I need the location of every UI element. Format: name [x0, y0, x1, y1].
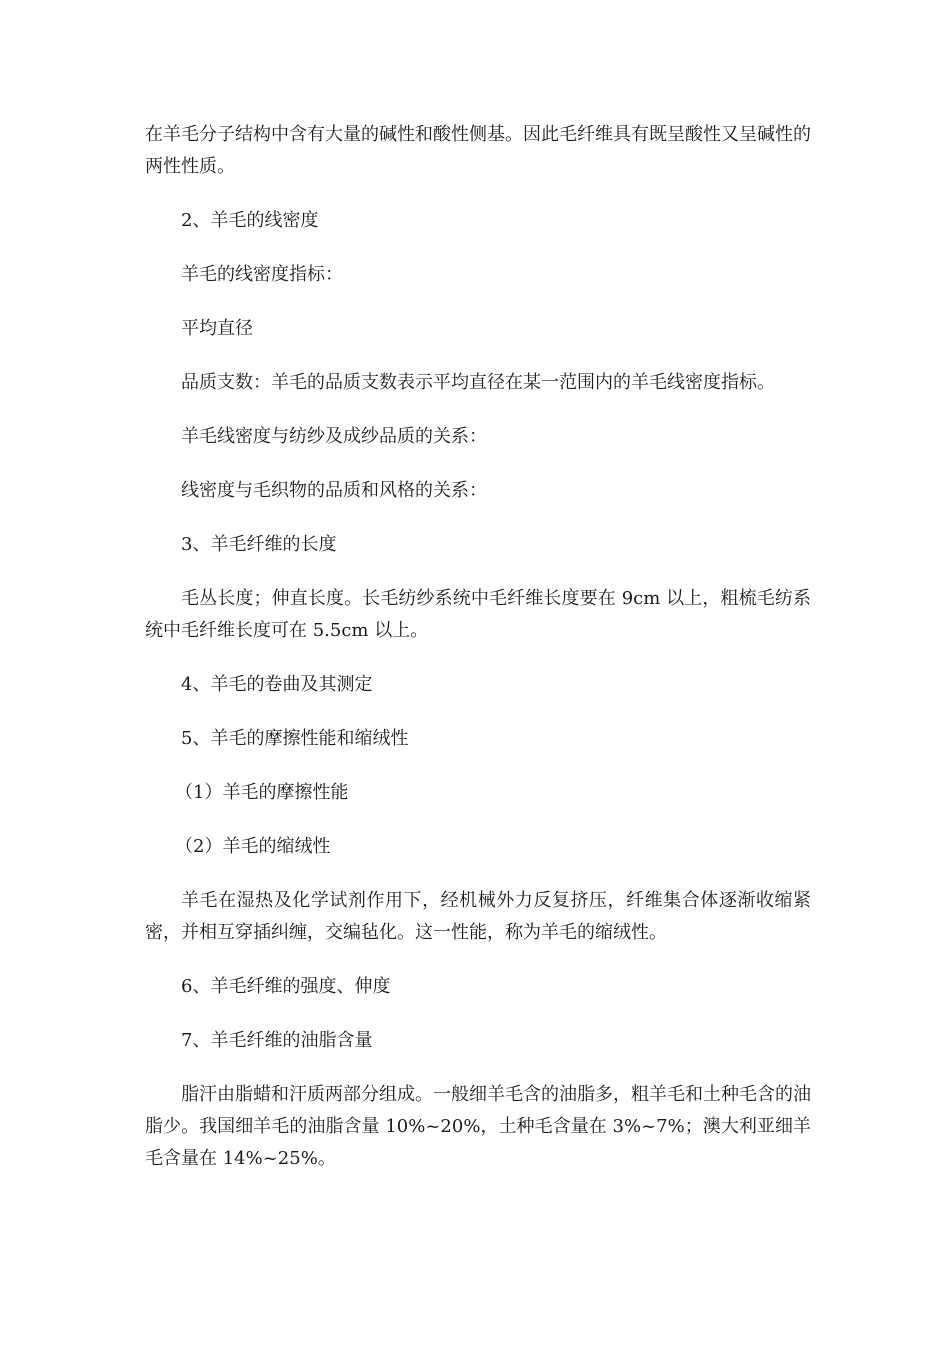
paragraph-felting-definition: 羊毛在湿热及化学试剂作用下，经机械外力反复挤压，纤维集合体逐渐收缩紧密，并相互穿插纠缠，交编毡化。这一性能，称为羊毛的缩绒性。 [145, 890, 811, 943]
heading-strength-elongation: 6、羊毛纤维的强度、伸度 [181, 976, 391, 997]
paragraph-quality-count: 品质支数：羊毛的品质支数表示平均直径在某一范围内的羊毛线密度指标。 [181, 372, 775, 393]
paragraph-average-diameter: 平均直径 [181, 318, 253, 339]
heading-grease-content: 7、羊毛纤维的油脂含量 [181, 1030, 373, 1051]
heading-linear-density: 2、羊毛的线密度 [181, 210, 319, 231]
paragraph-fiber-length: 毛丛长度；伸直长度。长毛纺纱系统中毛纤维长度要在 9cm 以上，粗梳毛纺系统中毛纤维长度可在 5.5cm 以上。 [145, 588, 811, 641]
paragraph-linear-density-index: 羊毛的线密度指标： [181, 264, 343, 285]
paragraph-spinning-relation: 羊毛线密度与纺纱及成纱品质的关系： [181, 426, 487, 447]
paragraph-amphoteric-property: 在羊毛分子结构中含有大量的碱性和酸性侧基。因此毛纤维具有既呈酸性又呈碱性的两性性质。 [145, 124, 811, 177]
paragraph-fabric-relation: 线密度与毛织物的品质和风格的关系： [181, 480, 487, 501]
heading-fiber-length: 3、羊毛纤维的长度 [181, 534, 337, 555]
heading-friction-felting: 5、羊毛的摩擦性能和缩绒性 [181, 728, 409, 749]
document-page [145, 119, 811, 1175]
subheading-friction: （1）羊毛的摩擦性能 [175, 782, 349, 803]
paragraph-grease-content: 脂汗由脂蜡和汗质两部分组成。一般细羊毛含的油脂多，粗羊毛和土种毛含的油脂少。我国细羊毛的油脂含量 10%~20%，土种毛含量在 3%~7%；澳大利亚细羊毛含量在 14%~25%。 [145, 1084, 811, 1169]
heading-crimp: 4、羊毛的卷曲及其测定 [181, 674, 373, 695]
subheading-felting: （2）羊毛的缩绒性 [175, 836, 331, 857]
